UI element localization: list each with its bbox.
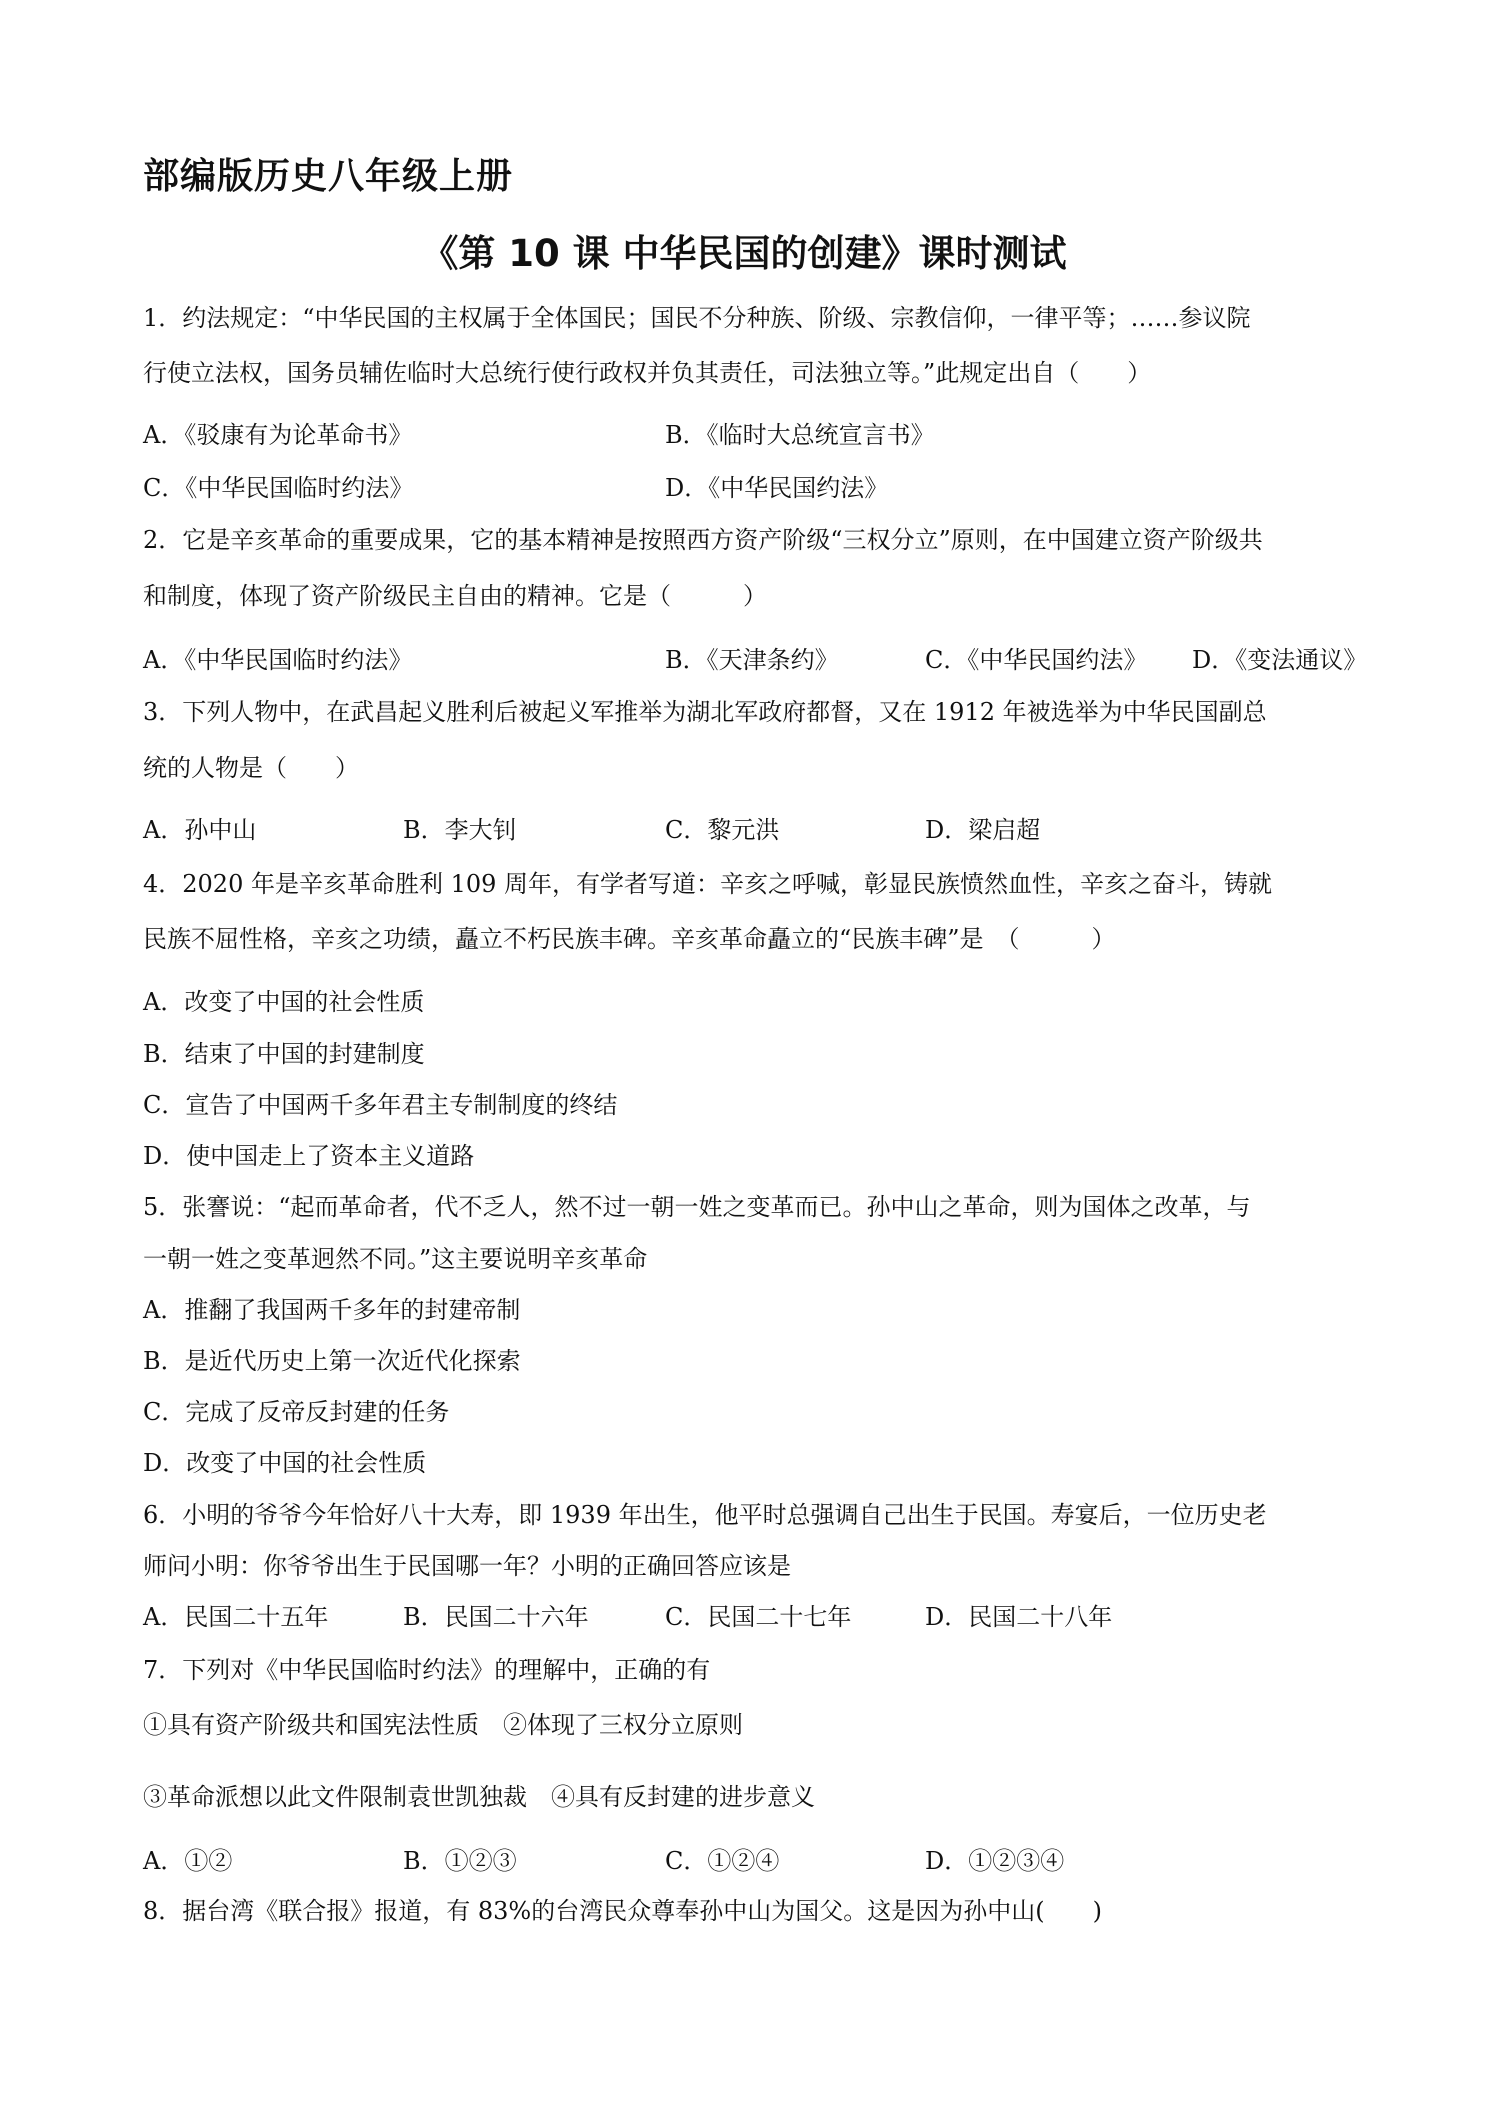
question-5-line-1: 5．张謇说：“起而革命者，代不乏人，然不过一朝一姓之变革而已。孙中山之革命，则为国体之改革，与 [143, 1193, 1251, 1221]
question-2-option-a: A．《中华民国临时约法》 [143, 646, 413, 674]
question-2-option-b: B．《天津条约》 [665, 646, 839, 674]
page-title: 《第 10 课 中华民国的创建》课时测试 [421, 232, 1067, 275]
question-6-line-1: 6．小明的爷爷今年恰好八十大寿，即 1939 年出生，他平时总强调自己出生于民国。寿宴后，一位历史老 [143, 1501, 1267, 1529]
question-7-option-d: D．①②③④ [925, 1847, 1065, 1875]
question-1-option-c: C．《中华民国临时约法》 [143, 474, 414, 502]
question-6-option-b: B．民国二十六年 [403, 1603, 589, 1631]
question-7-statements-2: ③革命派想以此文件限制袁世凯独裁 ④具有反封建的进步意义 [143, 1783, 815, 1811]
question-4-line-2: 民族不屈性格，辛亥之功绩，矗立不朽民族丰碑。辛亥革命矗立的“民族丰碑”是 （ ） [143, 925, 1116, 953]
question-4-option-d: D．使中国走上了资本主义道路 [143, 1142, 475, 1170]
question-1-option-d: D．《中华民国约法》 [665, 474, 889, 502]
question-4-line-1: 4．2020 年是辛亥革命胜利 109 周年，有学者写道：辛亥之呼喊，彰显民族愤然血性，辛亥之奋斗，铸就 [143, 870, 1273, 898]
question-3-option-d: D．梁启超 [925, 816, 1041, 844]
question-6-option-c: C．民国二十七年 [665, 1603, 852, 1631]
question-4-option-b: B．结束了中国的封建制度 [143, 1040, 425, 1068]
question-7-option-c: C．①②④ [665, 1847, 780, 1875]
question-3-option-c: C．黎元洪 [665, 816, 780, 844]
question-2-option-c: C．《中华民国约法》 [925, 646, 1148, 674]
question-7-statements-1: ①具有资产阶级共和国宪法性质 ②体现了三权分立原则 [143, 1711, 743, 1739]
question-5-option-a: A．推翻了我国两千多年的封建帝制 [143, 1296, 521, 1324]
question-1-line-1: 1．约法规定：“中华民国的主权属于全体国民；国民不分种族、阶级、宗教信仰，一律平等；……参议院 [143, 304, 1251, 332]
question-4-option-a: A．改变了中国的社会性质 [143, 988, 425, 1016]
question-5-option-c: C．完成了反帝反封建的任务 [143, 1398, 450, 1426]
question-7-line-1: 7．下列对《中华民国临时约法》的理解中，正确的有 [143, 1656, 711, 1684]
question-3-option-b: B．李大钊 [403, 816, 517, 844]
question-2-option-d: D．《变法通议》 [1192, 646, 1368, 674]
question-6-option-d: D．民国二十八年 [925, 1603, 1113, 1631]
question-5-option-b: B．是近代历史上第一次近代化探索 [143, 1347, 521, 1375]
page-header: 部编版历史八年级上册 [143, 156, 514, 197]
question-8-line-1: 8．据台湾《联合报》报道，有 83%的台湾民众尊奉孙中山为国父。这是因为孙中山( ) [143, 1897, 1102, 1925]
question-1-line-2: 行使立法权，国务员辅佐临时大总统行使行政权并负其责任，司法独立等。”此规定出自（ ） [143, 359, 1152, 387]
question-7-option-b: B．①②③ [403, 1847, 517, 1875]
question-1-option-b: B．《临时大总统宣言书》 [665, 421, 935, 449]
question-1-option-a: A．《驳康有为论革命书》 [143, 421, 413, 449]
question-5-option-d: D．改变了中国的社会性质 [143, 1449, 427, 1477]
question-6-line-2: 师问小明：你爷爷出生于民国哪一年？小明的正确回答应该是 [143, 1552, 791, 1580]
question-3-line-1: 3．下列人物中，在武昌起义胜利后被起义军推举为湖北军政府都督，又在 1912 年被选举为中华民国副总 [143, 698, 1267, 726]
question-2-line-2: 和制度，体现了资产阶级民主自由的精神。它是（ ） [143, 582, 767, 610]
question-2-line-1: 2．它是辛亥革命的重要成果，它的基本精神是按照西方资产阶级“三权分立”原则，在中国建立资产阶级共 [143, 526, 1263, 554]
question-7-option-a: A．①② [143, 1847, 233, 1875]
question-3-line-2: 统的人物是（ ） [143, 754, 359, 782]
question-4-option-c: C．宣告了中国两千多年君主专制制度的终结 [143, 1091, 618, 1119]
question-6-option-a: A．民国二十五年 [143, 1603, 329, 1631]
question-3-option-a: A．孙中山 [143, 816, 257, 844]
question-5-line-2: 一朝一姓之变革迥然不同。”这主要说明辛亥革命 [143, 1245, 648, 1273]
